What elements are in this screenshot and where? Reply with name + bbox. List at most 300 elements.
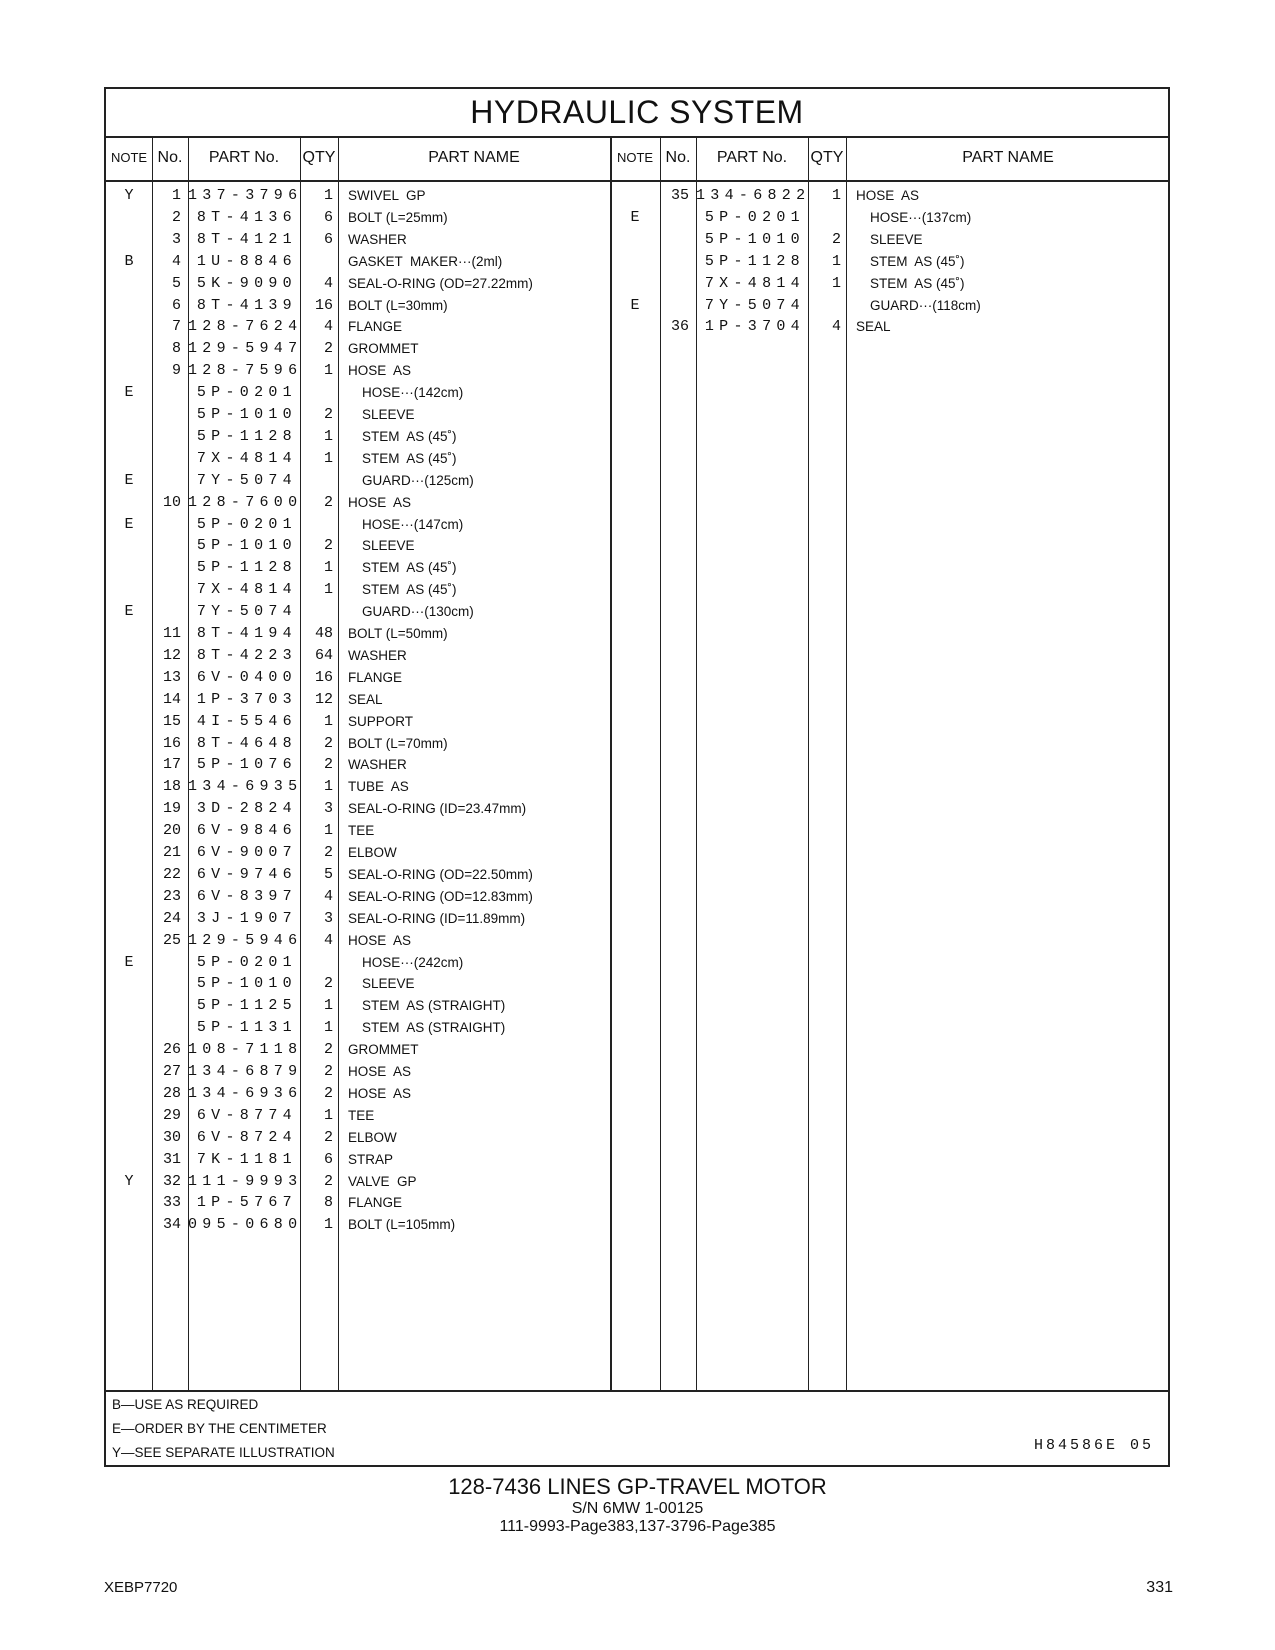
row-note [106,733,152,755]
row-part-number: 5P-1128 [196,427,297,445]
table-row [106,185,1168,207]
row-number: 13 [162,668,181,686]
row-part-number: 6V-0400 [196,668,297,686]
row-part-name: HOSE AS [348,1085,412,1101]
table-row [106,886,1168,908]
row-note [106,711,152,733]
row-quantity [300,470,333,492]
row-part-number: 5P-1010 [196,975,297,993]
row-quantity [808,295,841,317]
row-note [106,908,152,930]
row-number [152,404,181,426]
row-note [106,1192,152,1214]
row-part-name: WASHER [348,231,407,247]
row-part-name: WASHER [348,647,407,663]
row-part-name: SWIVEL GP [348,188,426,203]
row-note [106,886,152,908]
table-row [106,973,1168,995]
row-number: 3 [171,230,181,248]
row-note [106,426,152,448]
table-row [106,382,1168,404]
row-note [106,1127,152,1149]
row-quantity: 1 [323,822,333,840]
row-part-number: 6V-9007 [196,844,297,861]
row-note [106,557,152,579]
row-quantity: 2 [323,975,333,993]
table-row [106,798,1168,820]
header-qty-right: QTY [810,149,844,166]
row-note [610,316,660,338]
header-part-no-right: PART No. [716,149,788,166]
row-number: 17 [162,756,181,774]
table-row [106,1149,1168,1171]
row-note [610,185,660,207]
table-row [106,557,1168,579]
row-part-name: FLANGE [348,319,403,335]
row-number: 36 [670,318,689,336]
row-part-name: STEM AS (45˚) [362,428,457,444]
row-part-name: SLEEVE [362,976,415,992]
row-note [106,535,152,557]
row-note [106,842,152,864]
row-part-number: 5P-1128 [704,252,805,270]
row-note [106,338,152,360]
table-row [106,711,1168,733]
row-note [106,448,152,470]
row-quantity: 2 [323,1172,333,1190]
row-part-name: SEAL-O-RING (ID=23.47mm) [348,801,527,817]
row-note [106,1017,152,1039]
row-note [106,798,152,820]
row-quantity: 6 [323,230,333,248]
row-part-number: 128-7624 [188,318,303,336]
row-part-name: TEE [348,823,375,839]
row-note [106,995,152,1017]
table-row [106,952,1168,974]
row-quantity: 4 [323,931,333,949]
row-part-name: STEM AS (STRAIGHT) [362,998,506,1014]
row-part-name: HOSE···(137cm) [870,209,972,225]
row-part-number: 1P-5767 [196,1194,297,1212]
row-part-number: 3J-1907 [196,909,297,927]
row-part-name: TEE [348,1107,375,1123]
row-part-number: 129-5947 [188,340,303,358]
row-quantity: 1 [323,187,333,204]
row-note [106,864,152,886]
row-number [152,535,181,557]
row-note [610,251,660,273]
row-part-number: 5P-1076 [196,756,297,774]
row-quantity: 5 [323,865,333,883]
legend-e: E—ORDER BY THE CENTIMETER [112,1421,327,1436]
row-part-number: 128-7596 [188,362,303,380]
row-quantity: 2 [323,1041,333,1059]
row-number: 6 [171,296,181,314]
row-part-number: 7Y-5074 [704,296,805,314]
table-row [106,579,1168,601]
row-part-name: STEM AS (STRAIGHT) [362,1020,506,1036]
row-quantity: 1 [323,712,333,730]
row-quantity: 12 [314,690,333,708]
row-part-name: BOLT (L=105mm) [348,1217,456,1233]
table-row [106,645,1168,667]
row-part-name: GUARD···(130cm) [362,604,474,620]
row-number [152,952,181,974]
header-qty: QTY [302,149,336,166]
row-part-number: 134-6822 [696,187,811,204]
table-row [106,1039,1168,1061]
row-quantity [300,514,333,536]
header-part-no: PART No. [208,149,280,166]
table-row [106,207,1168,229]
row-part-name: STRAP [348,1151,394,1167]
row-part-name: VALVE GP [348,1173,417,1189]
row-number: 2 [171,208,181,226]
table-row [106,492,1168,514]
row-part-number: 5P-1131 [196,1019,297,1037]
table-row [106,601,1168,623]
table-row [106,1017,1168,1039]
row-number [152,973,181,995]
row-quantity: 1 [323,581,333,599]
table-row [106,842,1168,864]
table-row [106,754,1168,776]
row-quantity: 16 [314,296,333,314]
row-number: 18 [162,778,181,796]
row-part-name: BOLT (L=70mm) [348,735,448,751]
row-part-number: 1P-3704 [704,318,805,336]
section-title: HYDRAULIC SYSTEM [106,89,1168,138]
row-quantity: 6 [323,1150,333,1168]
row-part-number: 4I-5546 [196,712,297,730]
row-quantity: 4 [831,318,841,336]
row-quantity: 1 [323,362,333,380]
table-row [106,667,1168,689]
row-quantity: 6 [323,208,333,226]
row-quantity: 1 [323,427,333,445]
row-part-number: 134-6879 [188,1063,303,1080]
table-row [106,776,1168,798]
table-row [106,930,1168,952]
row-note: E [124,515,134,533]
row-part-number: 5P-0201 [196,515,297,533]
row-number: 19 [162,800,181,818]
row-note [106,754,152,776]
legend-y: Y—SEE SEPARATE ILLUSTRATION [112,1445,335,1460]
row-quantity: 2 [323,537,333,555]
row-number [152,601,181,623]
row-part-number: 111-9993 [188,1172,303,1190]
table-body [106,182,1168,1390]
row-part-name: BOLT (L=30mm) [348,297,448,313]
table-row [106,864,1168,886]
row-quantity: 3 [323,909,333,927]
row-quantity: 2 [323,756,333,774]
row-part-name: WASHER [348,757,407,773]
table-row [106,404,1168,426]
row-note: E [630,296,640,314]
row-number [152,382,181,404]
table-row [106,623,1168,645]
row-part-number: 5P-0201 [704,208,805,226]
row-part-name: FLANGE [348,1195,403,1211]
row-part-number: 8T-4648 [196,734,297,752]
row-note [106,1083,152,1105]
row-part-name: GUARD···(118cm) [870,297,981,313]
table-row [106,470,1168,492]
row-part-number: 7K-1181 [196,1150,297,1168]
row-number: 5 [171,274,181,292]
parts-table-frame [104,87,1170,1467]
row-number [152,1017,181,1039]
row-note: E [124,384,134,402]
row-quantity: 4 [323,318,333,336]
row-part-name: STEM AS (45˚) [362,450,457,466]
row-number: 22 [162,865,181,883]
row-note [610,273,660,295]
row-number: 33 [162,1194,181,1212]
row-part-number: 5P-1128 [196,559,297,577]
row-part-name: ELBOW [348,1129,397,1145]
row-quantity [300,601,333,623]
row-number: 34 [162,1216,181,1234]
row-number [152,995,181,1017]
row-note: B [124,252,134,270]
row-number: 20 [162,822,181,840]
row-part-number: 5P-1125 [196,997,297,1015]
row-note [106,404,152,426]
row-number [152,557,181,579]
row-quantity: 2 [323,844,333,861]
row-part-name: GROMMET [348,1042,419,1058]
row-number [152,470,181,492]
row-number [660,295,689,317]
row-note: E [124,603,134,621]
row-part-name: SEAL-O-RING (OD=12.83mm) [348,888,533,904]
row-quantity: 48 [314,625,333,642]
row-number: 25 [162,931,181,949]
row-number: 11 [162,625,181,642]
row-part-number: 095-0680 [188,1216,303,1234]
row-quantity: 2 [323,1063,333,1080]
row-part-name: TUBE AS [348,779,409,795]
row-quantity: 1 [831,274,841,292]
row-number [152,579,181,601]
row-part-number: 5P-1010 [196,537,297,555]
row-part-number: 128-7600 [188,493,303,511]
row-part-number: 5P-0201 [196,953,297,971]
row-quantity: 2 [323,1128,333,1146]
row-number: 10 [162,493,181,511]
row-part-number: 5P-0201 [196,384,297,402]
row-quantity: 2 [323,1084,333,1102]
row-number [152,448,181,470]
row-part-name: HOSE AS [348,494,412,510]
row-part-name: HOSE···(242cm) [362,954,464,970]
table-row [106,338,1168,360]
header-part-name: PART NAME [428,149,520,166]
row-note [106,1105,152,1127]
row-quantity: 4 [323,887,333,905]
row-note [106,645,152,667]
table-row [106,1083,1168,1105]
table-row [106,1171,1168,1193]
document-id: XEBP7720 [104,1579,178,1596]
row-part-name: SEAL-O-RING (OD=27.22mm) [348,275,533,291]
row-quantity: 16 [314,668,333,686]
row-number [660,229,689,251]
row-note [106,1061,152,1083]
table-row [106,689,1168,711]
table-row [106,908,1168,930]
row-note [106,579,152,601]
page-references: 111-9993-Page383,137-3796-Page385 [499,1518,776,1535]
row-part-name: GROMMET [348,341,419,357]
row-number: 4 [171,252,181,270]
row-part-name: HOSE AS [348,1064,412,1079]
row-number: 9 [171,362,181,380]
table-row [106,1127,1168,1149]
row-part-name: SUPPORT [348,713,414,729]
row-quantity: 1 [323,778,333,796]
row-part-name: HOSE···(147cm) [362,516,464,532]
table-row [106,1105,1168,1127]
row-number: 23 [162,887,181,905]
row-part-number: 7Y-5074 [196,471,297,489]
table-row [106,251,1168,273]
row-note [106,1149,152,1171]
row-part-number: 6V-8774 [196,1106,297,1124]
row-part-name: STEM AS (45˚) [870,253,965,269]
row-part-number: 1P-3703 [196,690,297,708]
row-number: 16 [162,734,181,752]
table-row [106,733,1168,755]
table-row [106,1192,1168,1214]
row-number [152,514,181,536]
row-note [106,1039,152,1061]
row-number: 15 [162,712,181,730]
row-part-name: SEAL-O-RING (ID=11.89mm) [348,910,526,926]
row-quantity: 1 [323,997,333,1015]
header-note: NOTE [110,150,148,165]
page-number: 331 [1146,1579,1173,1596]
row-number: 32 [162,1172,181,1190]
row-note [610,229,660,251]
legend-b: B—USE AS REQUIRED [112,1397,259,1412]
row-part-number: 129-5946 [188,931,303,949]
row-part-number: 8T-4139 [196,296,297,314]
row-part-name: BOLT (L=25mm) [348,209,448,225]
row-part-name: GASKET MAKER···(2ml) [348,253,503,269]
row-note [106,930,152,952]
assembly-title: 128-7436 LINES GP-TRAVEL MOTOR [448,1474,827,1499]
row-part-name: SLEEVE [362,407,415,422]
row-number: 29 [162,1106,181,1124]
table-row [106,426,1168,448]
table-row [106,1061,1168,1083]
table-row [106,514,1168,536]
row-quantity: 1 [323,559,333,577]
row-part-number: 8T-4223 [196,646,297,664]
table-row [106,360,1168,382]
row-note [106,973,152,995]
row-number: 30 [162,1128,181,1146]
row-part-name: SEAL-O-RING (OD=22.50mm) [348,866,533,882]
row-quantity: 1 [831,187,841,204]
row-part-number: 7Y-5074 [196,603,297,621]
row-note [106,360,152,382]
row-part-name: FLANGE [348,669,403,685]
row-part-number: 6V-8724 [196,1128,297,1146]
row-number: 12 [162,646,181,664]
row-part-number: 6V-9846 [196,822,297,840]
table-row [106,535,1168,557]
row-quantity: 3 [323,800,333,818]
row-quantity: 1 [323,1106,333,1124]
row-number: 35 [670,187,689,204]
table-row [106,995,1168,1017]
row-part-number: 7X-4814 [196,581,297,599]
row-part-name: ELBOW [348,845,397,860]
header-no-right: No. [665,149,691,166]
serial-range: S/N 6MW 1-00125 [571,1500,704,1517]
row-quantity: 2 [323,406,333,423]
row-note: E [630,208,640,226]
row-note [106,820,152,842]
row-note [106,1214,152,1236]
row-quantity: 2 [323,493,333,511]
row-part-name: BOLT (L=50mm) [348,626,448,641]
row-part-name: GUARD···(125cm) [362,472,474,488]
row-part-number: 7X-4814 [704,274,805,292]
row-quantity: 2 [323,340,333,358]
row-part-number: 134-6936 [188,1084,303,1102]
row-quantity: 4 [323,274,333,292]
row-number [152,426,181,448]
row-quantity [300,382,333,404]
table-row [106,295,1168,317]
row-number: 21 [162,844,181,861]
row-note [106,689,152,711]
row-note [106,667,152,689]
row-number: 1 [171,187,181,204]
row-part-name: HOSE AS [348,932,412,948]
row-number [660,251,689,273]
row-quantity: 1 [323,449,333,467]
row-part-number: 6V-9746 [196,865,297,883]
row-quantity: 1 [831,252,841,270]
row-note [106,623,152,645]
row-note: Y [124,1172,134,1190]
row-part-number: 134-6935 [188,778,303,796]
row-number [660,207,689,229]
table-row [106,820,1168,842]
row-number: 28 [162,1084,181,1102]
row-part-number: 8T-4194 [196,625,297,642]
row-part-number: 5K-9090 [196,274,297,292]
row-note: Y [124,187,134,204]
row-part-number: 6V-8397 [196,887,297,905]
row-note: E [124,953,134,971]
header-no: No. [157,149,183,166]
row-number [660,273,689,295]
row-part-name: HOSE···(142cm) [362,385,464,401]
row-quantity: 64 [314,646,333,664]
row-part-name: SLEEVE [870,231,923,247]
row-quantity [300,952,333,974]
row-part-name: STEM AS (45˚) [362,582,457,598]
table-row [106,448,1168,470]
